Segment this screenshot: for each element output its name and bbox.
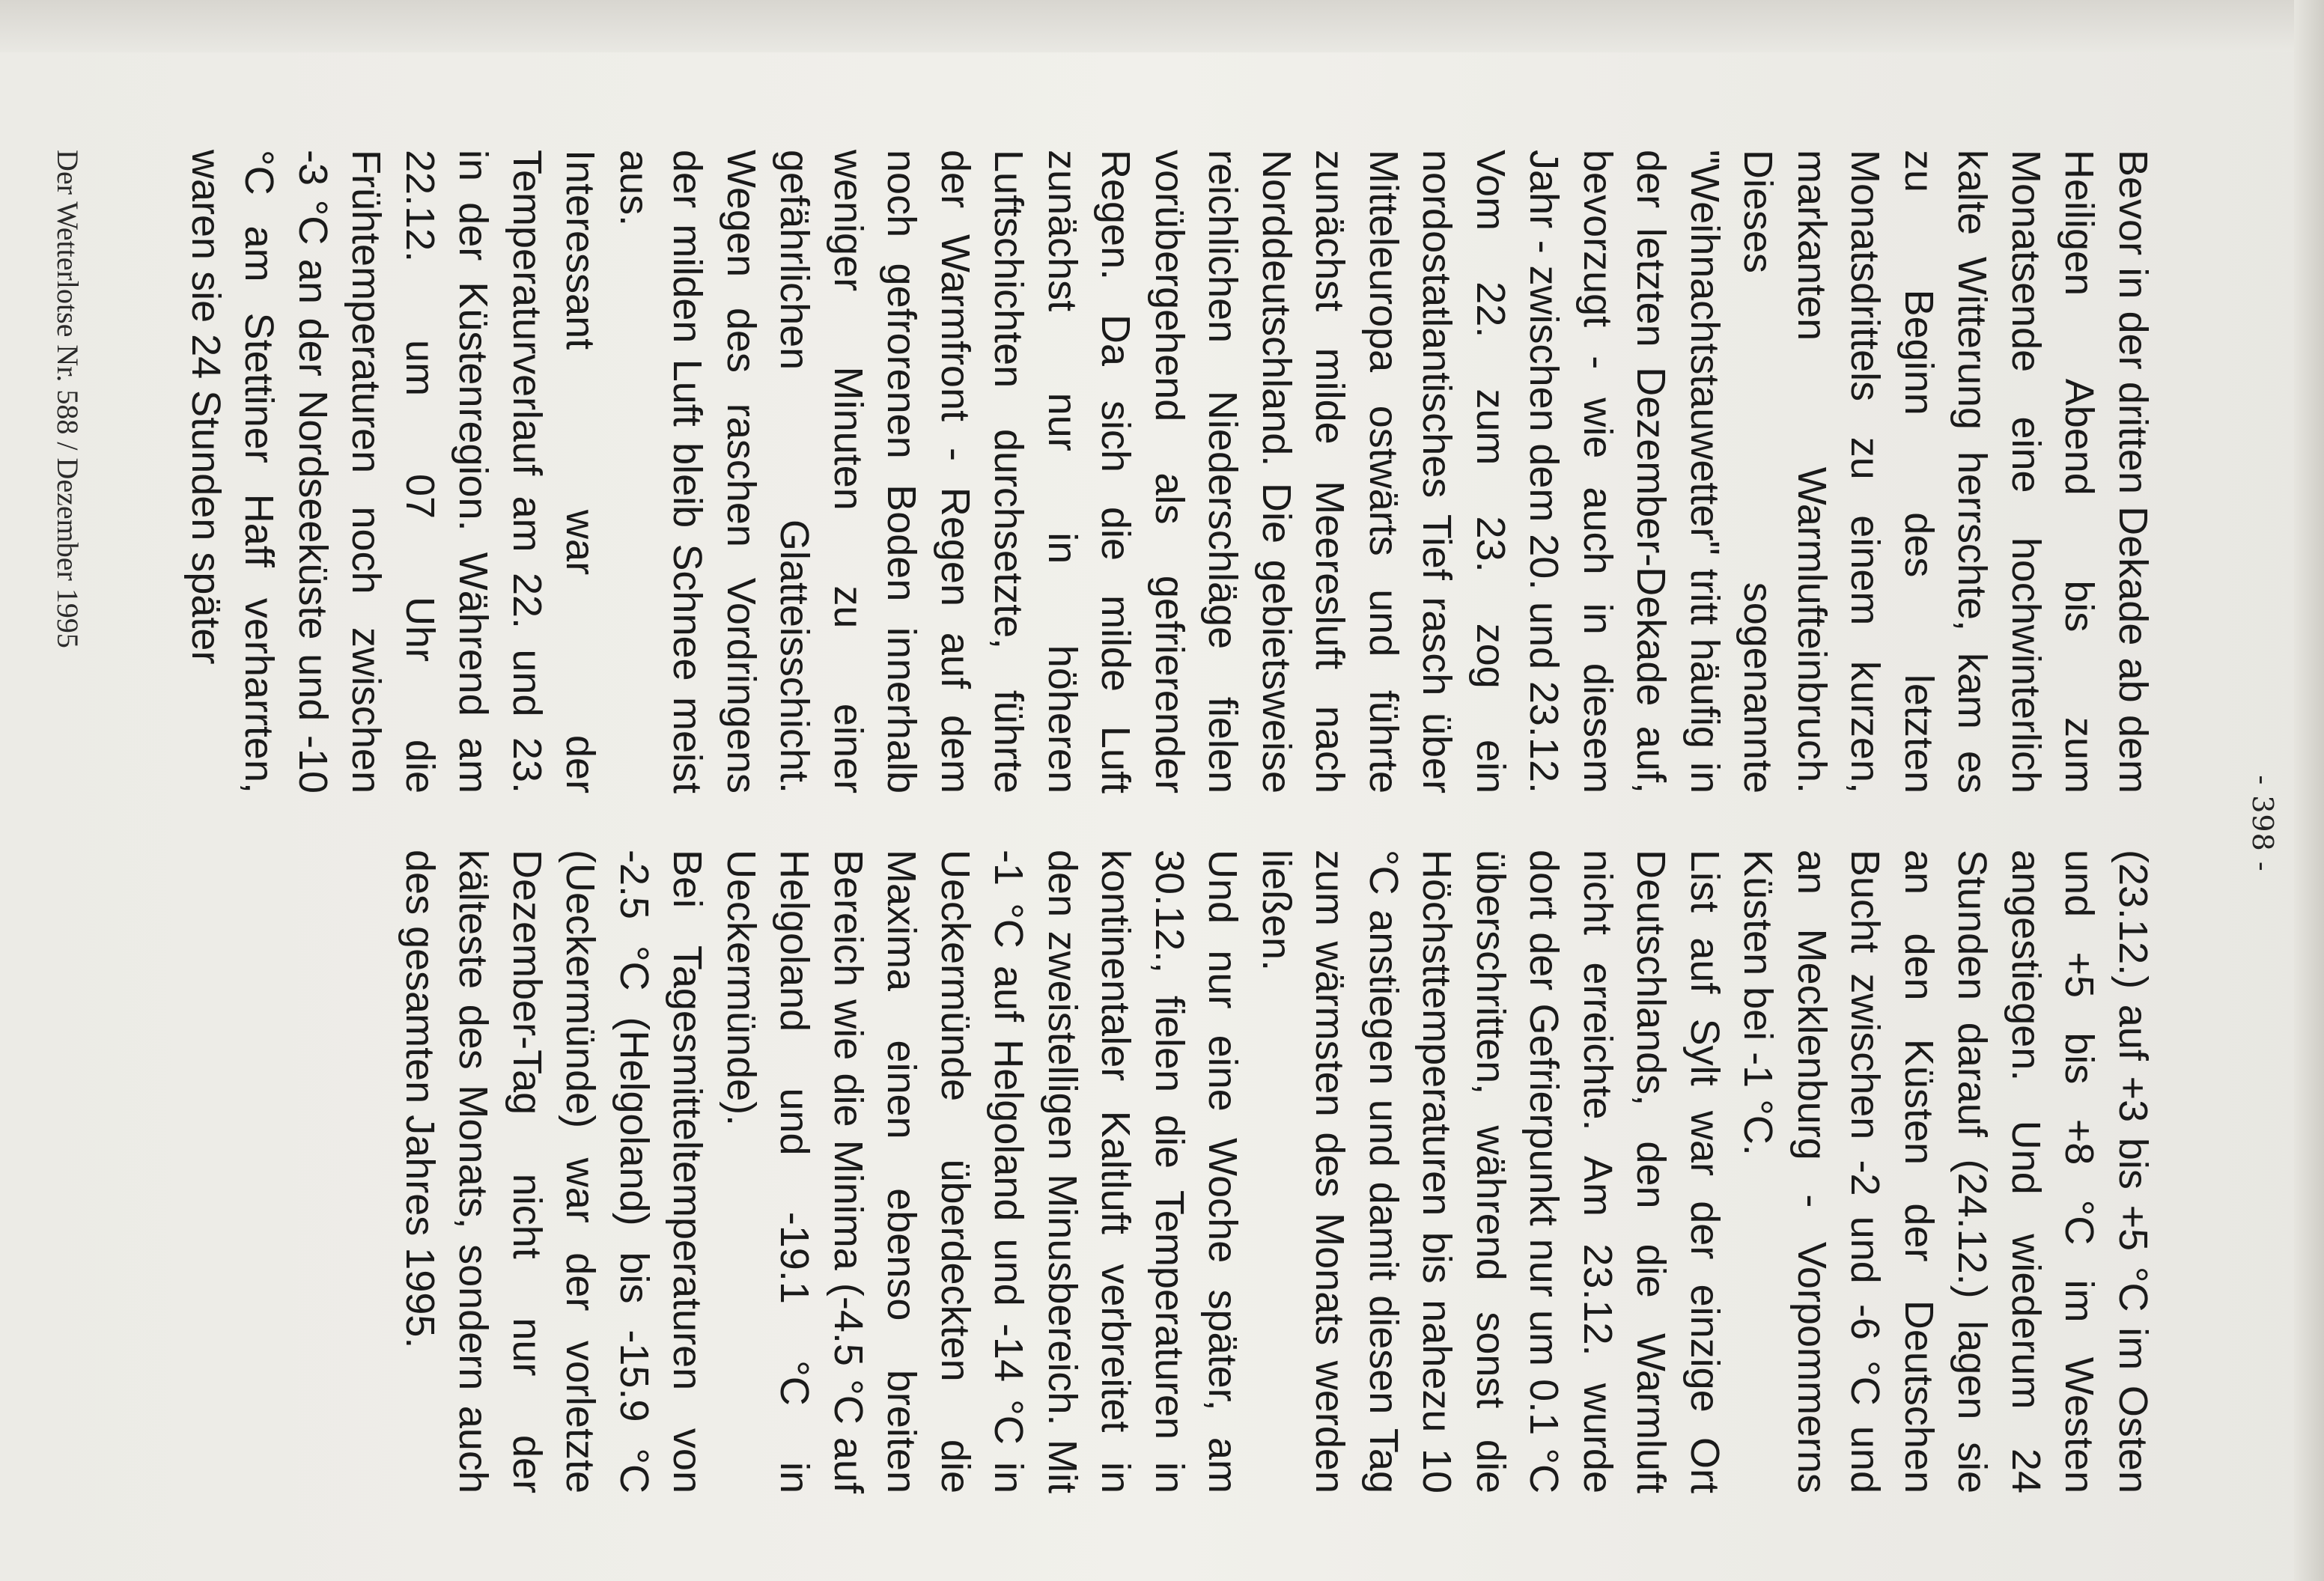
right-column (393, 850, 2160, 1493)
paragraph: Bevor in der dritten Dekade ab dem Heiligen Abend bis zum Monatsende eine hochwinterlich kalte Witterung herrschte, kam es zu Beginn des letzten Monatsdrittels zu einem kurzen, markanten Warmlufteinbruch. Dieses sogenannte "Weihnachtstauwetter" tritt häufig in der letzten Dezember-Dekade auf, bevorzugt - wie auch in diesem Jahr - zwischen dem 20. und 23.12. Vom 22. zum 23. zog ein nordostatlantisches Tief rasch über Mitteleuropa ostwärts und führte zunächst milde Meeresluft nach Norddeutschland. Die gebietsweise reichlichen Niederschläge fielen vorübergehend als gefrierender Regen. Da sich die milde Luft zunächst nur in höheren Luftschichten durchsetzte, führte der Warmfront - Regen auf dem noch gefrorenen Boden innerhalb weniger Minuten zu einer gefährlichen Glatteisschicht. Wegen des raschen Vordringens der milden Luft bleib Schnee meist aus. (612, 150, 2156, 793)
paragraph: Bei Tagesmitteltemperaturen von -2.5 °C (Helgoland) bis -15.9 °C (Ueckermünde) war der vorletzte Dezember-Tag nicht nur der kälteste des Monats, sondern auch des gesamten Jahres 1995. (398, 850, 711, 1493)
paragraph: List auf Sylt war der einzige Ort Deutschlands, den die Warmluft nicht erreichte. Am 23.12. wurde dort der Gefrierpunkt nur um 0.1 °C überschritten, während sonst die Höchsttemperaturen bis nahezu 10 °C anstiegen und damit diesen Tag zum wärmsten des Monats werden ließen. (1254, 850, 1727, 1493)
paragraph: (23.12.) auf +3 bis +5 °C im Osten und +5 bis +8 °C im Westen angestiegen. Und wiederum 24 Stunden darauf (24.12.) lagen sie an den Küsten der Deutschen Bucht zwischen -2 und -6 °C und an Mecklenburg - Vorpommerns Küsten bei -1 °C. (1736, 850, 2156, 1493)
left-column (179, 150, 2160, 793)
paragraph: Interessant war der Temperaturverlauf am 22. und 23. in der Küstenregion. Während am 22.12. um 07 Uhr die Frühtemperaturen noch zwischen -3 °C an der Nordseeküste und -10 °C am Stettiner Haff verharrten, waren sie 24 Stunden später (183, 150, 603, 793)
footer: Der Wetterlotse Nr. 588 / Dezember 1995 (51, 150, 85, 648)
paragraph: Und nur eine Woche später, am 30.12., fielen die Temperaturen in kontinentaler Kaltluft verbreitet in den zweistelligen Minusbereich. Mit -1 °C auf Helgoland und -14 °C in Ueckermünde überdeckten die Maxima einen ebenso breiten Bereich wie die Minima (-4.5 °C auf Helgoland und -19.1 °C in Ueckermünde). (719, 850, 1246, 1493)
page-number: - 398 - (2246, 775, 2279, 872)
